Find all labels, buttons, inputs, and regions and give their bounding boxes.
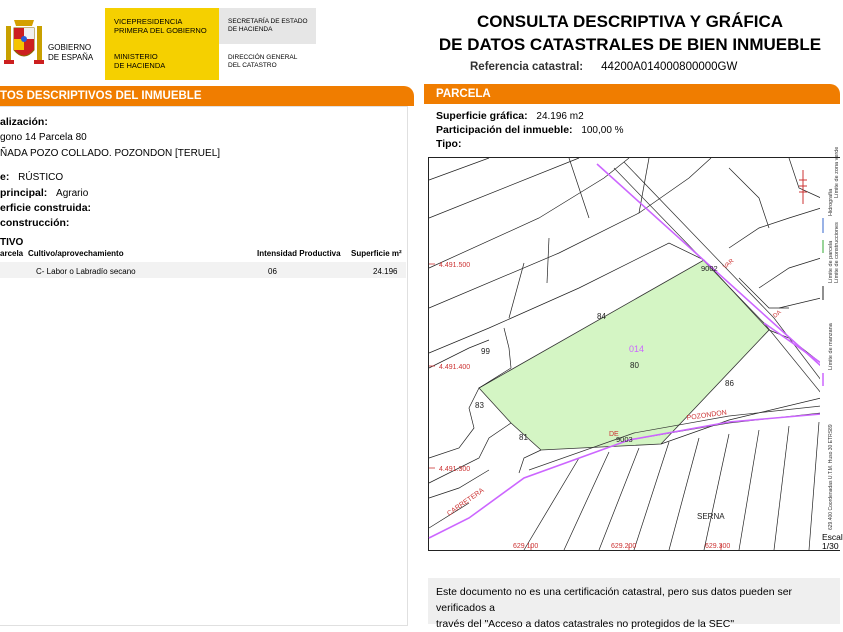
ministry-line2: DE HACIENDA xyxy=(114,61,166,70)
class-row xyxy=(0,171,63,183)
parcel-label-80: 80 xyxy=(630,361,639,370)
parcel-label-81: 81 xyxy=(519,433,528,442)
use-label: principal: xyxy=(0,187,48,199)
graphic-surface-label: Superficie gráfica: xyxy=(436,110,528,122)
location-label: alización: xyxy=(0,116,48,128)
place-var: VAR xyxy=(722,258,736,271)
legend-buildings: Límite de construcciones xyxy=(834,222,840,283)
legend-parcel: Límite de parcela xyxy=(828,240,834,283)
dir-line2: DEL CATASTRO xyxy=(228,62,277,69)
map-canvas xyxy=(429,158,821,550)
place-de: DE xyxy=(609,431,619,438)
crop-col-subparcel: arcela xyxy=(0,249,24,258)
use-value: Agrario xyxy=(56,188,89,199)
ministry-banner xyxy=(105,8,219,80)
scale-line1: Escal xyxy=(822,532,843,542)
cadastral-reference xyxy=(470,61,737,73)
location-line1: gono 14 Parcela 80 xyxy=(0,132,87,143)
crop-col-surface: Superficie m² xyxy=(351,249,402,258)
class-value: RÚSTICO xyxy=(18,172,64,183)
parcel-label-99: 99 xyxy=(481,347,490,356)
directorate-label xyxy=(228,54,297,70)
graphic-surface-value: 24.196 m2 xyxy=(536,111,584,122)
parcel-label-84: 84 xyxy=(597,312,606,321)
ministry-line1: MINISTERIO xyxy=(114,52,158,61)
legend-green-zone: Límite de zona verde xyxy=(834,146,840,198)
north-arrow-icon xyxy=(799,170,807,204)
scale-line2: 1/30 xyxy=(822,541,839,551)
y-coord-3: 4.491.300 xyxy=(439,466,471,473)
y-coord-2: 4.491.400 xyxy=(439,364,471,371)
participation-row xyxy=(436,124,624,136)
x-coord-2: 629.200 xyxy=(611,543,637,550)
disclaimer-line1: Este documento no es una certificación catastral, pero sus datos pueden ser verificados a xyxy=(436,586,793,614)
ref-value: 44200A014000800000GW xyxy=(601,61,738,73)
place-da: DA xyxy=(772,309,783,320)
parcel-label-83: 83 xyxy=(475,401,484,410)
coat-of-arms-icon xyxy=(2,12,46,72)
x-coord-3: 629.300 xyxy=(705,543,731,550)
cadastral-map[interactable] xyxy=(428,157,822,551)
dir-line1: DIRECCIÓN GENERAL xyxy=(228,54,298,61)
crop-col-cultivation: Cultivo/aprovechamiento xyxy=(28,249,124,258)
gov-name-line2: DE ESPAÑA xyxy=(48,53,94,62)
descriptive-panel xyxy=(0,106,408,626)
graphic-surface-row xyxy=(436,110,584,122)
crop-section-title: TIVO xyxy=(0,237,24,248)
tab-descriptive-label: TOS DESCRIPTIVOS DEL INMUEBLE xyxy=(0,90,202,102)
crop-col-intensity: Intensidad Productiva xyxy=(257,249,341,258)
title-line1: CONSULTA DESCRIPTIVA Y GRÁFICA xyxy=(476,12,784,31)
gov-name-line1: GOBIERNO xyxy=(48,43,92,52)
map-legend xyxy=(820,146,840,551)
tab-parcel-label: PARCELA xyxy=(436,88,491,100)
y-coord-1: 4.491.500 xyxy=(439,262,471,269)
vice-line2: PRIMERA DEL GOBIERNO xyxy=(114,26,207,35)
x-coord-1: 629.100 xyxy=(513,543,539,550)
location-line2: ÑADA POZO COLLADO. POZONDON [TERUEL] xyxy=(0,148,221,159)
participation-value: 100,00 % xyxy=(581,125,624,136)
scale-label xyxy=(822,533,843,551)
parcel-label-9002: 9002 xyxy=(701,264,718,273)
crop-cell-intensity: 06 xyxy=(268,267,277,276)
disclaimer-note xyxy=(428,578,840,630)
sec-line1: SECRETARÍA DE ESTADO xyxy=(228,18,308,25)
tab-descriptive-data xyxy=(0,86,414,106)
polygon-code: 014 xyxy=(629,344,645,354)
use-row xyxy=(0,187,88,199)
ref-label: Referencia catastral: xyxy=(470,61,584,73)
construction-year-label: construcción: xyxy=(0,217,70,229)
document-title xyxy=(420,10,840,56)
sec-line2: DE HACIENDA xyxy=(228,26,273,33)
vice-line1: VICEPRESIDENCIA xyxy=(114,17,183,26)
parcel-label-9003: 9003 xyxy=(616,435,633,444)
disclaimer-line2: través del "Acceso a datos catastrales no protegidos de la SEC" xyxy=(436,618,735,630)
crop-cell-cultivation: C- Labor o Labradío secano xyxy=(36,267,136,276)
title-line2: DE DATOS CATASTRALES DE BIEN INMUEBLE xyxy=(438,35,822,54)
type-label: Tipo: xyxy=(436,138,462,150)
place-serna: SERNA xyxy=(697,512,725,521)
participation-label: Participación del inmueble: xyxy=(436,124,573,136)
place-carretera: CARRETERA xyxy=(446,487,486,518)
legend-coords: 629.400 Coordenadas U.T.M. Huso 30 ETRS89 xyxy=(828,424,834,530)
built-area-label: erficie construida: xyxy=(0,202,92,214)
class-label: e: xyxy=(0,171,10,183)
legend-block: Límite de manzana xyxy=(828,323,834,370)
tab-parcel xyxy=(424,84,840,104)
legend-hydro: Hidrografía xyxy=(828,188,834,216)
place-pozondon: POZONDON xyxy=(686,409,728,422)
parcel-label-86: 86 xyxy=(725,379,734,388)
secretariat-label xyxy=(219,8,316,44)
crop-cell-surface: 24.196 xyxy=(373,267,398,276)
government-logo xyxy=(0,8,105,80)
